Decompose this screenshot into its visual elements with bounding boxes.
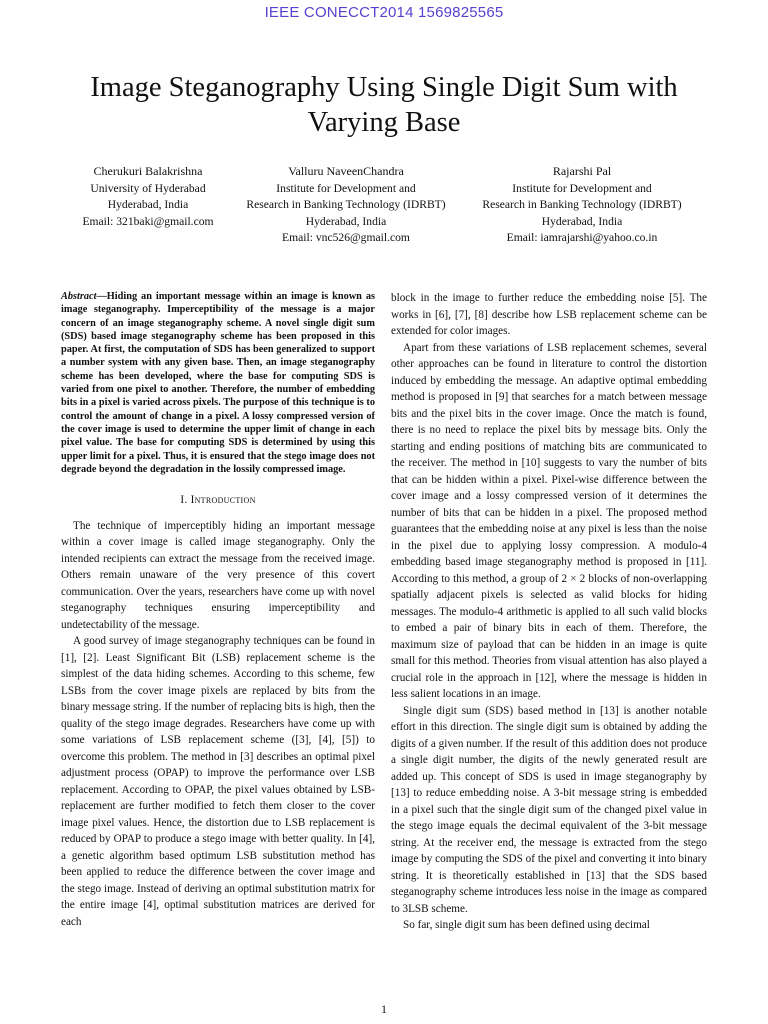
author-location: Hyderabad, India bbox=[541, 214, 623, 228]
author-1 bbox=[48, 163, 248, 230]
paper-title-line-2: Varying Base bbox=[307, 107, 461, 138]
author-name: Valluru NaveenChandra bbox=[288, 164, 404, 178]
author-name: Cherukuri Balakrishna bbox=[93, 164, 203, 178]
author-2 bbox=[228, 163, 464, 247]
body-paragraph: Apart from these variations of LSB replacement schemes, several other approaches can be found in literature to control the distortion induced by embedding the message. An adaptive optimal embedding method is proposed in [9] that searches for a match between message bits and the pixel bits in the cover image. Once the match is found, there is no need to replace the pixel bits by message bits. Only the starting and ending positions of matching bits are communicated to the receiver. The method in [10] suggests to vary the number of bits that can be hidden within a pixel. Pixel-wise difference between the cover image and a lossy compressed version of it determines the number of bits that can be hidden in a pixel. The proposed method guarantees that the embedding noise at any pixel is less than the noise in the pixel due to applying lossy compression. A modulo-4 embedding based image steganography method is proposed in [11]. According to this method, a group of 2 × 2 blocks of non-overlapping spatially adjacent pixels is selected as valid blocks for hiding messages. The modulo-4 arithmetic is applied to all such valid blocks to embed a pair of binary bits in each of them. Therefore, the maximum size of payload that can be hidden in an image is quite small for this method. Theories from visual attention has also played a crucial role in the approach in [12], where the message is hidden in less salient locations in an image. bbox=[391, 341, 707, 700]
section-numeral: I. bbox=[180, 494, 188, 507]
body-paragraph: So far, single digit sum has been defined using decimal bbox=[403, 919, 650, 931]
body-paragraph: The technique of imperceptibly hiding an important message within a cover image is called image steganography. Only the intended recipients can extract the message from the received image. Others remain unaware of the very presence of this covert communication. Over the years, researchers have come up with novel steganography techniques ensuring imperceptibility and undetectability of the message. bbox=[61, 519, 375, 631]
left-column bbox=[61, 290, 375, 930]
author-affiliation: University of Hyderabad bbox=[90, 181, 206, 195]
author-location: Hyderabad, India bbox=[305, 214, 387, 228]
author-email: Email: iamrajarshi@yahoo.co.in bbox=[506, 231, 658, 245]
author-affiliation: Research in Banking Technology (IDRBT) bbox=[482, 198, 682, 212]
paper-title bbox=[40, 70, 728, 140]
author-name: Rajarshi Pal bbox=[552, 164, 612, 178]
body-paragraph: A good survey of image steganography techniques can be found in [1], [2]. Least Significant Bit (LSB) replacement scheme is the simplest of the data hiding schemes. According to this scheme, few LSBs from the cover image pixels are replaced by bits from the binary message string. If the number of replacing bits is high, then the quality of the stego image degrades. Researchers have come up with some variations of LSB replacement scheme ([3], [4], [5]) to overcome this problem. The method in [3] describes an optimal pixel adjustment process (OPAP) to improve the performance over LSB replacement. According to OPAP, the pixel values obtained by LSB-replacement are further modified to fetch them closer to the cover image pixel values. Hence, the distortion due to LSB replacement is reduced by OPAP to produce a stego image with better quality. In [4], a genetic algorithm based optimum LSB substitution method has been applied to reduce the difference between the cover image and the stego image. Instead of deriving an optimal substitution matrix for the entire image [4], optimal substitution matrices are derived for each bbox=[61, 635, 375, 928]
section-heading bbox=[61, 492, 375, 509]
conference-header: IEEE CONECCT2014 1569825565 bbox=[264, 4, 504, 21]
paper-title-line-1: Image Steganography Using Single Digit Sum with bbox=[90, 72, 678, 103]
body-paragraph: block in the image to further reduce the embedding noise [5]. The works in [6], [7], [8] describe how LSB replacement scheme can be extended for color images. bbox=[391, 292, 707, 337]
author-affiliation: Research in Banking Technology (IDRBT) bbox=[246, 198, 446, 212]
right-column bbox=[391, 290, 707, 934]
body-paragraph: Single digit sum (SDS) based method in [13] is another notable effort in this direction. The single digit sum is obtained by adding the digits of a given number. If the result of this addition does not produce a single digit number, the digits of the newly generated result are added up. This concept of SDS is used in image steganography by [13] to reduce embedding noise. A 3-bit message string is embedded in a pixel such that the single digit sum of the changed pixel value in the stego image equals the decimal equivalent of the 3-bit message string. At the receiver end, the message is extracted from the stego image by computing the SDS of the pixel and converting it into binary string. It is theoretically established in [13] that the SDS based steganography scheme introduces less noise in the image as compared to 3LSB scheme. bbox=[391, 704, 707, 915]
abstract bbox=[61, 290, 375, 476]
author-location: Hyderabad, India bbox=[107, 198, 189, 212]
author-email: Email: 321baki@gmail.com bbox=[82, 214, 214, 228]
author-affiliation: Institute for Development and bbox=[276, 181, 416, 195]
abstract-text: —Hiding an important message within an image is known as image steganography. Imperceptibility of the message is a major concern of an image steganography scheme. A novel single digit sum (SDS) based image steganography scheme has been proposed in this paper. At first, the computation of SDS has been generalized to support a number system with any given base. Then, an image steganography scheme has been developed, where the base for computing SDS is varied from one pixel to another. Therefore, the number of embedding bits in a pixel is varied across pixels. The purpose of this technique is to control the amount of change in a pixel. A lossy compressed version of the cover image is used to determine the upper limit of change in each pixel value. The base for computing SDS is determined by using this upper limit for a pixel. Thus, it is ensured that the stego image does not degrade beyond the degradation in the lossily compressed image. bbox=[61, 291, 375, 475]
author-block bbox=[0, 163, 768, 253]
page-number: 1 bbox=[381, 1002, 387, 1016]
author-email: Email: vnc526@gmail.com bbox=[282, 231, 410, 245]
author-affiliation: Institute for Development and bbox=[512, 181, 652, 195]
author-3 bbox=[464, 163, 700, 247]
section-title: Introduction bbox=[190, 494, 256, 507]
abstract-label: Abstract bbox=[61, 291, 97, 302]
